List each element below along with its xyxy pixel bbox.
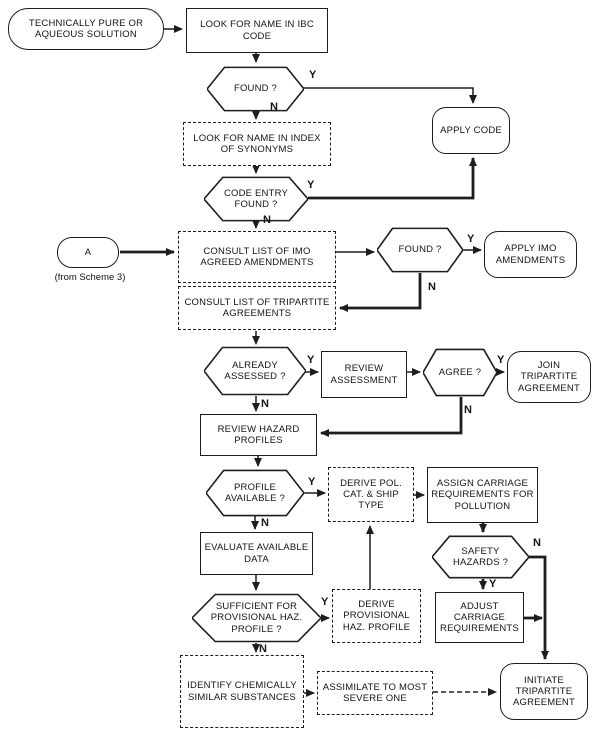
- branch-label-code-entry-yes: Y: [307, 179, 315, 191]
- branch-label-found-code-no: N: [270, 101, 278, 113]
- node-consult-tripartite-agreements: [178, 286, 336, 330]
- node-label: LOOK FOR NAME IN IBC CODE: [200, 19, 314, 42]
- node-label: APPLY IMO AMENDMENTS: [495, 243, 566, 266]
- node-label: SUFFICIENT FOR PROVISIONAL HAZ. PROFILE ?: [210, 601, 303, 635]
- node-label: APPLY CODE: [440, 124, 502, 136]
- node-decision-already-assessed: [204, 346, 306, 396]
- branch-label-found-amendments-yes: Y: [467, 233, 475, 245]
- branch-label-found-code-yes: Y: [309, 69, 317, 81]
- node-label: EVALUATE AVAILABLE DATA: [204, 542, 309, 565]
- node-label: FOUND ?: [233, 83, 278, 95]
- node-label: FOUND ?: [398, 244, 442, 256]
- branch-label-profile-available-yes: Y: [308, 476, 316, 488]
- node-identify-similar-substances: [180, 655, 304, 728]
- branch-label-code-entry-no: N: [263, 214, 271, 226]
- branch-label-already-assessed-yes: Y: [307, 354, 315, 366]
- node-label: REVIEW ASSESSMENT: [330, 363, 398, 386]
- node-label: AGREE ?: [438, 366, 482, 378]
- node-label: ALREADY ASSESSED ?: [224, 359, 286, 382]
- node-label: CONSULT LIST OF IMO AGREED AMENDMENTS: [200, 245, 314, 268]
- node-label: ADJUST CARRIAGE REQUIREMENTS: [440, 600, 519, 635]
- node-decision-profile-available: [206, 469, 304, 517]
- branch-label-safety-hazards-yes: Y: [489, 578, 497, 590]
- node-label: TECHNICALLY PURE OR AQUEOUS SOLUTION: [28, 17, 144, 40]
- node-look-index-synonyms: [183, 122, 331, 166]
- node-connector-a: [57, 237, 119, 268]
- node-assign-carriage-requirements: [427, 467, 538, 523]
- branch-label-already-assessed-no: N: [261, 398, 269, 410]
- node-label: CONSULT LIST OF TRIPARTITE AGREEMENTS: [184, 296, 330, 319]
- node-label: DERIVE PROVISIONAL HAZ. PROFILE: [342, 599, 411, 633]
- branch-label-sufficient-yes: Y: [321, 596, 329, 608]
- branch-label-agree-no: N: [464, 404, 472, 416]
- branch-label-safety-hazards-no: N: [533, 537, 541, 549]
- node-decision-safety-hazards: [432, 535, 529, 579]
- node-label: DERIVE POL. CAT. & SHIP TYPE: [340, 477, 402, 512]
- node-derive-provisional-profile: [332, 589, 421, 643]
- node-decision-sufficient-provisional: [192, 593, 321, 643]
- node-apply-code: [432, 107, 510, 154]
- node-decision-agree: [423, 348, 497, 397]
- branch-label-found-amendments-no: N: [428, 281, 436, 293]
- node-label: JOIN TRIPARTITE AGREEMENT: [518, 360, 580, 394]
- node-evaluate-available-data: [200, 532, 313, 575]
- node-review-hazard-profiles: [200, 414, 317, 456]
- node-label: CODE ENTRY FOUND ?: [223, 187, 289, 210]
- node-decision-found-code: [207, 66, 304, 112]
- branch-label-agree-yes: Y: [497, 354, 505, 366]
- node-label: PROFILE AVAILABLE ?: [225, 481, 285, 504]
- node-label: IDENTIFY CHEMICALLY SIMILAR SUBSTANCES: [187, 680, 297, 703]
- branch-label-profile-available-no: N: [261, 517, 269, 529]
- node-label: LOOK FOR NAME IN INDEX OF SYNONYMS: [193, 132, 321, 155]
- node-review-assessment: [321, 351, 407, 398]
- node-label: INITIATE TRIPARTITE AGREEMENT: [513, 674, 575, 709]
- node-adjust-carriage-requirements: [435, 592, 524, 643]
- node-start-technically-pure: [8, 8, 164, 50]
- connector-a-caption: (from Scheme 3): [54, 272, 126, 283]
- node-label: ASSIMILATE TO MOST SEVERE ONE: [322, 681, 428, 704]
- node-apply-imo-amendments: [484, 231, 577, 278]
- node-look-for-name-ibc: [186, 8, 328, 53]
- node-assimilate-most-severe: [317, 671, 433, 715]
- branch-label-sufficient-no: N: [259, 643, 267, 655]
- node-label: ASSIGN CARRIAGE REQUIREMENTS FOR POLLUTION: [431, 478, 534, 512]
- node-derive-pollution-category: [328, 467, 414, 522]
- node-join-tripartite-agreement: [507, 351, 591, 403]
- node-label: SAFETY HAZARDS ?: [452, 545, 509, 568]
- node-consult-imo-amendments: [178, 231, 336, 283]
- node-label: REVIEW HAZARD PROFILES: [217, 423, 300, 446]
- node-initiate-tripartite-agreement: [500, 663, 588, 720]
- node-decision-found-amendments: [377, 227, 463, 273]
- node-decision-code-entry-found: [204, 176, 308, 222]
- node-label: A: [84, 246, 92, 258]
